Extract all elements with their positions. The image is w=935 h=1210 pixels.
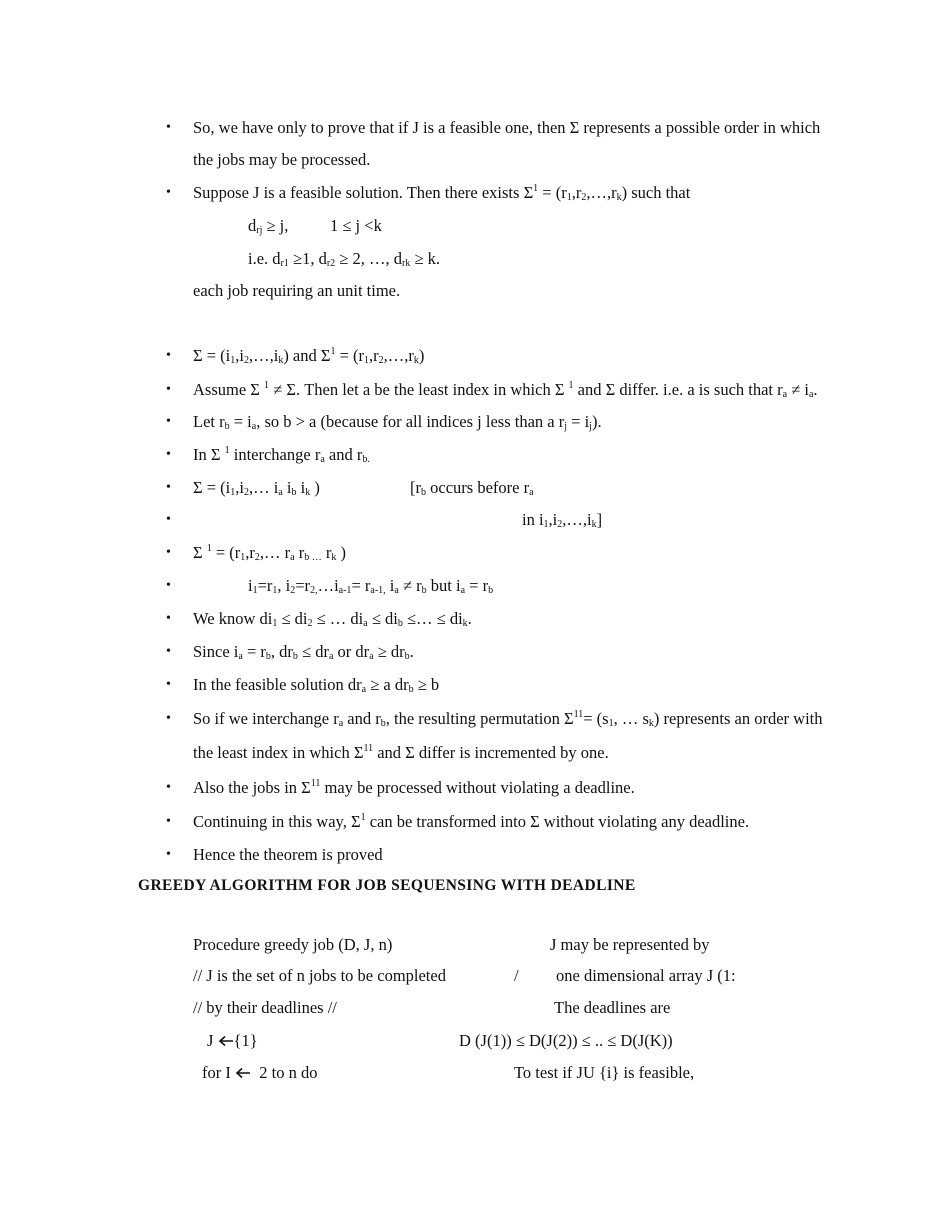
- proof-line: $\Sigma = (i_1,i_2,\dots$ $i_a$ $i_b$ $i_k$ ): [193, 478, 320, 498]
- proof-line: each job requiring an unit time.: [193, 281, 401, 300]
- proof-line: Let $r_b = i_a$, so b > a (because for all indices j less than a $r_j = i_j$).: [193, 412, 602, 432]
- proof-line: Since $i_a = r_b$, $dr_b \le dr_a$ or $dr_a \ge dr_b$.: [193, 642, 414, 662]
- proof-line: Hence the theorem is proved: [193, 845, 383, 864]
- bullet-dot: •: [166, 480, 171, 495]
- proof-line: Also the jobs in $\Sigma^{11}$ may be processed without violating a deadline.: [193, 778, 635, 797]
- algo-line: Procedure greedy job (D, J, n): [193, 935, 393, 954]
- bullet-dot: •: [166, 578, 171, 593]
- bullet-dot: •: [166, 611, 171, 626]
- bullet-dot: •: [166, 512, 171, 527]
- proof-line: Σ $^1 = (r_1,r_2,\dots$ $r_a$ $r_{b \dots}$ $r_k$ ): [193, 543, 346, 563]
- bullet-dot: •: [166, 185, 171, 200]
- proof-line: the jobs may be processed.: [193, 150, 371, 169]
- algo-comment: To test if JU {i} is feasible,: [514, 1063, 695, 1082]
- proof-line: Continuing in this way, $\Sigma^1$ can be transformed into Σ without violating any deadline.: [193, 812, 750, 831]
- algo-comment: D (J(1)) ≤ D(J(2)) ≤ .. ≤ D(J(K)): [459, 1031, 673, 1050]
- algo-comment: J may be represented by: [550, 935, 710, 954]
- bullet-dot: •: [166, 780, 171, 795]
- proof-line: So if we interchange $r_a$ and $r_b$, the resulting permutation $\Sigma^{11}= (s_1$, … $s_k$) represents an order with: [193, 709, 823, 729]
- proof-line: Suppose J is a feasible solution. Then there exists $\Sigma^1$ = $(r_1,r_2,\dots,r_k)$ such that: [193, 183, 691, 203]
- left-arrow-icon: [218, 1035, 234, 1047]
- proof-line: We know $di_1 \le di_2$ ≤ … $di_a \le di_b$ ≤… ≤ $di_k$.: [193, 609, 472, 629]
- proof-line: In Σ $^1$ interchange $r_a$ and $r_{b.}$: [193, 445, 370, 465]
- algo-comment: /: [514, 966, 519, 985]
- bullet-dot: •: [166, 644, 171, 659]
- bullet-dot: •: [166, 348, 171, 363]
- left-arrow-icon: [235, 1067, 251, 1079]
- algo-line: for I 2 to n do: [202, 1063, 318, 1082]
- bullet-dot: •: [166, 711, 171, 726]
- proof-line: So, we have only to prove that if J is a feasible one, then Σ represents a possible order in which: [193, 118, 821, 137]
- proof-line: $d_{rj} \ge j$,: [248, 216, 289, 236]
- proof-line: $\Sigma = (i_1,i_2,\dots,i_k)$ and $\Sigma^1$ = $(r_1,r_2,\dots,r_k)$: [193, 346, 425, 366]
- proof-line: [$r_b$ occurs before $r_a$: [410, 478, 534, 498]
- bullet-dot: •: [166, 120, 171, 135]
- bullet-dot: •: [166, 814, 171, 829]
- bullet-dot: •: [166, 414, 171, 429]
- bullet-dot: •: [166, 847, 171, 862]
- proof-line: In the feasible solution $dr_a \ge a$ $dr_b \ge b$: [193, 675, 440, 695]
- bullet-dot: •: [166, 447, 171, 462]
- algo-comment: The deadlines are: [554, 998, 671, 1017]
- section-heading: GREEDY ALGORITHM FOR JOB SEQUENSING WITH DEADLINE: [138, 877, 636, 894]
- proof-line: i.e. $d_{r1} \ge 1$, $d_{r2} \ge 2$, …, $d_{rk} \ge k$.: [248, 249, 441, 269]
- bullet-dot: •: [166, 545, 171, 560]
- proof-line: the least index in which $\Sigma^{11}$ and Σ differ is incremented by one.: [193, 743, 609, 762]
- bullet-dot: •: [166, 677, 171, 692]
- algo-line: J {1}: [207, 1031, 258, 1050]
- proof-line: Assume Σ $^1$ ≠ Σ. Then let a be the least index in which Σ $^1$ and Σ differ. i.e. a is such that $r_a \ne i_a$.: [193, 380, 818, 400]
- proof-line: in $i_1,i_2,\dots,i_k$]: [522, 510, 603, 530]
- proof-line: 1 ≤ j <k: [330, 216, 382, 235]
- proof-line: $i_1=r_1$, $i_2=r_{2,}\dots i_{a-1}= r_{a-1,}$ $i_a \ne r_b$ but $i_a = r_b$: [248, 576, 494, 596]
- algo-comment: one dimensional array J (1:: [556, 966, 736, 985]
- algo-line: // J is the set of n jobs to be completed: [193, 966, 446, 985]
- algo-line: // by their deadlines //: [193, 998, 337, 1017]
- bullet-dot: •: [166, 382, 171, 397]
